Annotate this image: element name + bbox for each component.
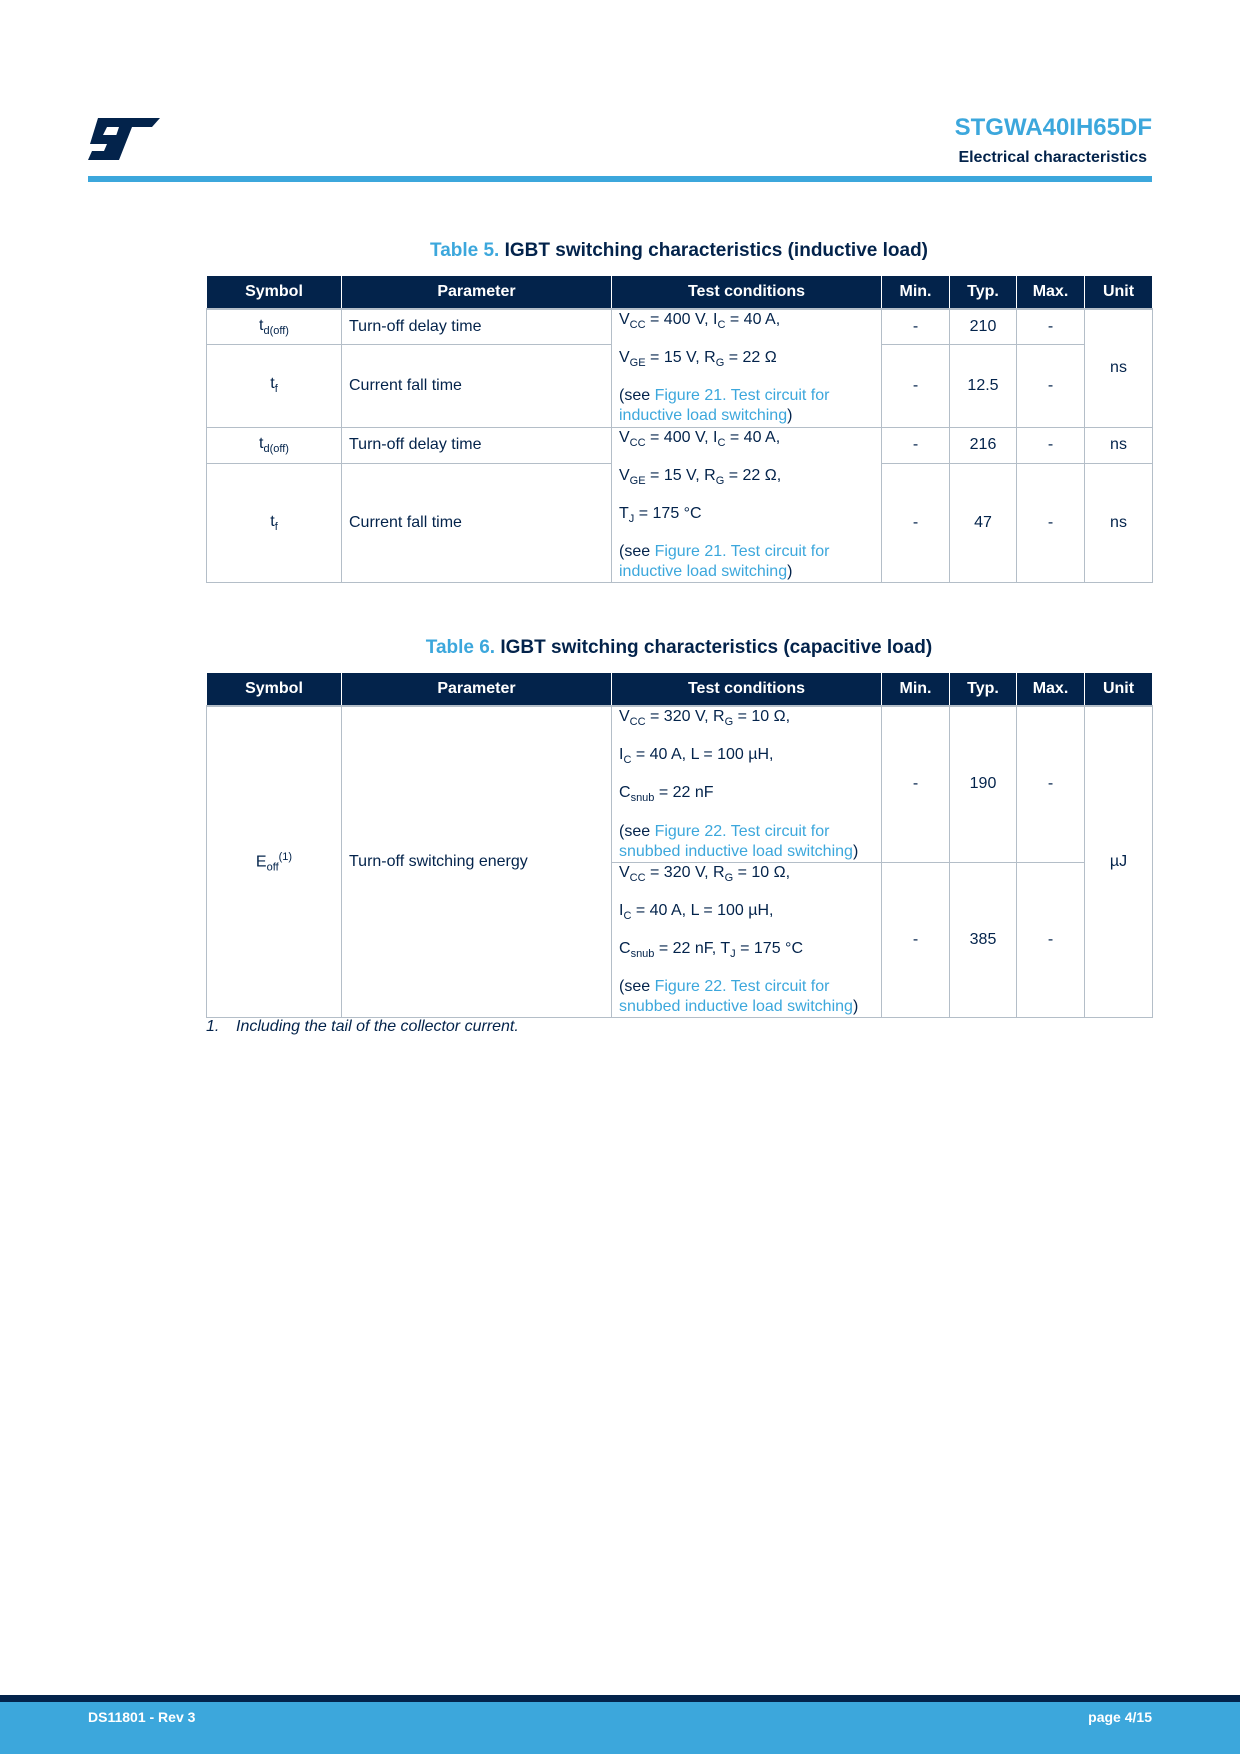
table6-header-typ: Typ.: [950, 673, 1017, 706]
parameter-cell: Turn-off switching energy: [342, 706, 612, 1018]
typ-cell: 216: [950, 427, 1017, 463]
unit-cell: µJ: [1085, 706, 1153, 1018]
max-cell: -: [1017, 427, 1085, 463]
figure21-link[interactable]: Figure 21. Test circuit for inductive load switching: [619, 543, 830, 581]
table5: [206, 276, 1153, 583]
symbol-cell: $t_{d(off)}$: [207, 427, 342, 463]
table5-caption-title: IGBT switching characteristics (inductive load): [504, 240, 928, 261]
min-cell: -: [882, 344, 950, 427]
typ-cell: 190: [950, 706, 1017, 862]
parameter-cell: Turn-off delay time: [342, 309, 612, 344]
min-cell: -: [882, 309, 950, 344]
max-cell: -: [1017, 706, 1085, 862]
symbol-cell: $E_{off}^{(1)}$: [207, 706, 342, 1018]
table6-caption-num: Table 6.: [425, 637, 496, 658]
symbol-cell: $t_f$: [207, 463, 342, 582]
footnote: [206, 1018, 519, 1036]
table6-header-parameter: Parameter: [342, 673, 612, 706]
test-conditions-cell: $V_{CC} = 320$ V, $R_G = 10$ Ω, $I_C = 40$ A, L = 100 µH, $C_{snub} = 22$ nF, $T_J = 175$ °C (see Figure 22. Test circuit for snubbed inductive load switching): [612, 862, 882, 1018]
table5-caption-num: Table 5.: [430, 240, 500, 261]
symbol-cell: $t_{d(off)}$: [207, 309, 342, 344]
table6-header-row: [207, 673, 1153, 706]
max-cell: -: [1017, 344, 1085, 427]
parameter-cell: Current fall time: [342, 463, 612, 582]
table6: [206, 673, 1153, 1018]
unit-cell: ns: [1085, 427, 1153, 463]
parameter-cell: Current fall time: [342, 344, 612, 427]
table5-header-symbol: Symbol: [207, 276, 342, 309]
section-title: Electrical characteristics: [958, 149, 1147, 166]
table6-header-symbol: Symbol: [207, 673, 342, 706]
footnote-number: 1.: [206, 1018, 220, 1035]
typ-cell: 210: [950, 309, 1017, 344]
max-cell: -: [1017, 463, 1085, 582]
figure22-link[interactable]: Figure 22. Test circuit for snubbed inductive load switching: [619, 822, 853, 860]
document-title: STGWA40IH65DF: [954, 114, 1152, 141]
unit-cell: ns: [1085, 463, 1153, 582]
table5-header-typ: Typ.: [950, 276, 1017, 309]
table5-header-max: Max.: [1017, 276, 1085, 309]
table6-header-unit: Unit: [1085, 673, 1153, 706]
st-logo-icon: [88, 118, 160, 160]
figure22-link[interactable]: Figure 22. Test circuit for snubbed inductive load switching: [619, 978, 853, 1016]
table6-header-max: Max.: [1017, 673, 1085, 706]
test-conditions-cell: $V_{CC} = 400$ V, $I_C = 40$ A, $V_{GE} = 15$ V, $R_G = 22$ Ω, $T_J = 175$ °C (see Figure 21. Test circuit for inductive load switching): [612, 427, 882, 583]
table5-header-min: Min.: [882, 276, 950, 309]
min-cell: -: [882, 862, 950, 1018]
table-row: [207, 706, 1153, 862]
figure21-link[interactable]: Figure 21. Test circuit for inductive load switching: [619, 387, 830, 425]
test-conditions-cell: $V_{CC} = 400$ V, $I_C = 40$ A, $V_{GE} = 15$ V, $R_G = 22$ Ω (see Figure 21. Test circuit for inductive load switching): [612, 309, 882, 427]
table-row: [207, 427, 1153, 463]
table6-header-min: Min.: [882, 673, 950, 706]
typ-cell: 47: [950, 463, 1017, 582]
min-cell: -: [882, 706, 950, 862]
table5-header-row: [207, 276, 1153, 309]
table6-caption: [206, 637, 1152, 659]
table5-caption: [206, 240, 1152, 262]
table5-header-conditions: Test conditions: [612, 276, 882, 309]
max-cell: -: [1017, 862, 1085, 1018]
table5-header-parameter: Parameter: [342, 276, 612, 309]
footer-page-number: page 4/15: [1088, 1709, 1152, 1725]
table6-caption-title: IGBT switching characteristics (capacitive load): [500, 637, 933, 658]
max-cell: -: [1017, 309, 1085, 344]
unit-cell: ns: [1085, 309, 1153, 427]
typ-cell: 12.5: [950, 344, 1017, 427]
table5-header-unit: Unit: [1085, 276, 1153, 309]
parameter-cell: Turn-off delay time: [342, 427, 612, 463]
header-rule: [88, 176, 1152, 182]
min-cell: -: [882, 463, 950, 582]
symbol-cell: $t_f$: [207, 344, 342, 427]
typ-cell: 385: [950, 862, 1017, 1018]
test-conditions-cell: $V_{CC} = 320$ V, $R_G = 10$ Ω, $I_C = 40$ A, L = 100 µH, $C_{snub} = 22$ nF (see Figure 22. Test circuit for snubbed inductive load switching): [612, 706, 882, 862]
footer-doc-id: DS11801 - Rev 3: [88, 1709, 196, 1725]
min-cell: -: [882, 427, 950, 463]
footer-dark-band: [0, 1695, 1240, 1702]
table-row: [207, 309, 1153, 344]
table6-header-conditions: Test conditions: [612, 673, 882, 706]
footnote-text: Including the tail of the collector current.: [236, 1018, 519, 1035]
